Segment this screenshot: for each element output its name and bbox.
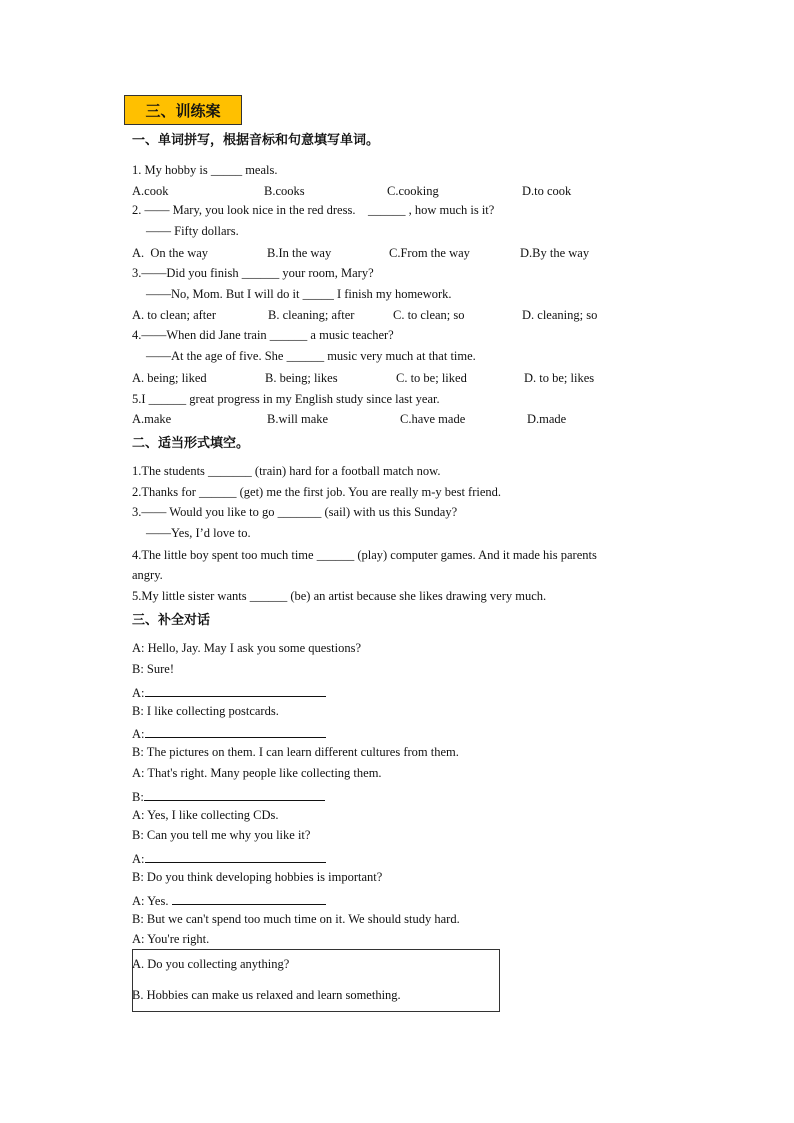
speaker-label: A: <box>132 727 145 741</box>
dialog-line: A: Hello, Jay. May I ask you some questions? <box>132 641 362 655</box>
choice-a: A. Do you collecting anything? <box>132 957 290 971</box>
dialog-line: A: You're right. <box>132 932 210 946</box>
q2-option-b: B.In the way <box>267 246 332 260</box>
q1-option-c: C.cooking <box>387 184 439 198</box>
dialog-blank-line <box>132 788 325 804</box>
q3-option-c: C. to clean; so <box>393 308 465 322</box>
answer-blank[interactable] <box>144 788 325 801</box>
q5-text: 5.I ______ great progress in my English study since last year. <box>132 392 440 406</box>
dialog-blank-line <box>132 684 326 700</box>
q2-option-d: D.By the way <box>520 246 590 260</box>
q2-option-a: A. On the way <box>132 246 209 260</box>
dialog-blank-line <box>132 725 326 741</box>
fill-q3: 3.—— Would you like to go _______ (sail) with us this Sunday? <box>132 505 458 519</box>
dialog-line: B: I like collecting postcards. <box>132 704 279 718</box>
dialog-line: B: But we can't spend too much time on it. We should study hard. <box>132 912 460 926</box>
dialog-blank-line <box>132 850 326 866</box>
q3-option-a: A. to clean; after <box>132 308 216 322</box>
fill-q5: 5.My little sister wants ______ (be) an artist because she likes drawing very much. <box>132 589 547 603</box>
q1-option-b: B.cooks <box>264 184 305 198</box>
q4-option-c: C. to be; liked <box>396 371 467 385</box>
q4-text: 4.——When did Jane train ______ a music teacher? <box>132 328 394 342</box>
q3-option-b: B. cleaning; after <box>268 308 355 322</box>
q2-option-c: C.From the way <box>389 246 470 260</box>
part1-heading: 一、单词拼写，根据音标和句意填写单词。 <box>132 133 380 148</box>
speaker-label: A: Yes. <box>132 894 169 908</box>
q4-option-b: B. being; likes <box>265 371 338 385</box>
dialog-line: B: Do you think developing hobbies is important? <box>132 870 383 884</box>
dialog-line: B: Sure! <box>132 662 175 676</box>
answer-blank[interactable] <box>145 725 326 738</box>
q1-text: 1. My hobby is _____ meals. <box>132 163 278 177</box>
q1-option-a: A.cook <box>132 184 169 198</box>
q5-option-a: A.make <box>132 412 172 426</box>
dialog-line: A: Yes, I like collecting CDs. <box>132 808 279 822</box>
dialog-line: B: Can you tell me why you like it? <box>132 828 311 842</box>
q5-option-c: C.have made <box>400 412 466 426</box>
dialog-line: A: That's right. Many people like collecting them. <box>132 766 382 780</box>
q2-reply: —— Fifty dollars. <box>146 224 239 238</box>
q3-text: 3.——Did you finish ______ your room, Mary? <box>132 266 374 280</box>
q3-reply: ——No, Mom. But I will do it _____ I finish my homework. <box>146 287 452 301</box>
q2-text: 2. —— Mary, you look nice in the red dress. ______ , how much is it? <box>132 203 495 217</box>
answer-blank[interactable] <box>145 850 326 863</box>
answer-blank[interactable] <box>145 684 326 697</box>
answer-blank[interactable] <box>172 892 326 905</box>
q3-option-d: D. cleaning; so <box>522 308 598 322</box>
speaker-label: A: <box>132 852 145 866</box>
choice-b: B. Hobbies can make us relaxed and learn something. <box>132 988 401 1002</box>
fill-q4-line2: angry. <box>132 568 163 582</box>
q1-option-d: D.to cook <box>522 184 572 198</box>
part2-heading: 二、适当形式填空。 <box>132 436 250 451</box>
dialog-line: B: The pictures on them. I can learn different cultures from them. <box>132 745 459 759</box>
speaker-label: B: <box>132 790 144 804</box>
section-title: 三、训练案 <box>124 95 242 125</box>
q4-option-a: A. being; liked <box>132 371 207 385</box>
dialog-blank-line <box>132 892 326 908</box>
fill-q2: 2.Thanks for ______ (get) me the first job. You are really m-y best friend. <box>132 485 502 499</box>
part3-heading: 三、补全对话 <box>132 613 211 628</box>
q4-reply: ——At the age of five. She ______ music very much at that time. <box>146 349 476 363</box>
fill-q1: 1.The students _______ (train) hard for a football match now. <box>132 464 441 478</box>
q5-option-d: D.made <box>527 412 567 426</box>
speaker-label: A: <box>132 686 145 700</box>
q5-option-b: B.will make <box>267 412 329 426</box>
fill-q4-line1: 4.The little boy spent too much time ______ (play) computer games. And it made his parents <box>132 548 597 562</box>
fill-q3-reply: ——Yes, I’d love to. <box>146 526 251 540</box>
q4-option-d: D. to be; likes <box>524 371 595 385</box>
